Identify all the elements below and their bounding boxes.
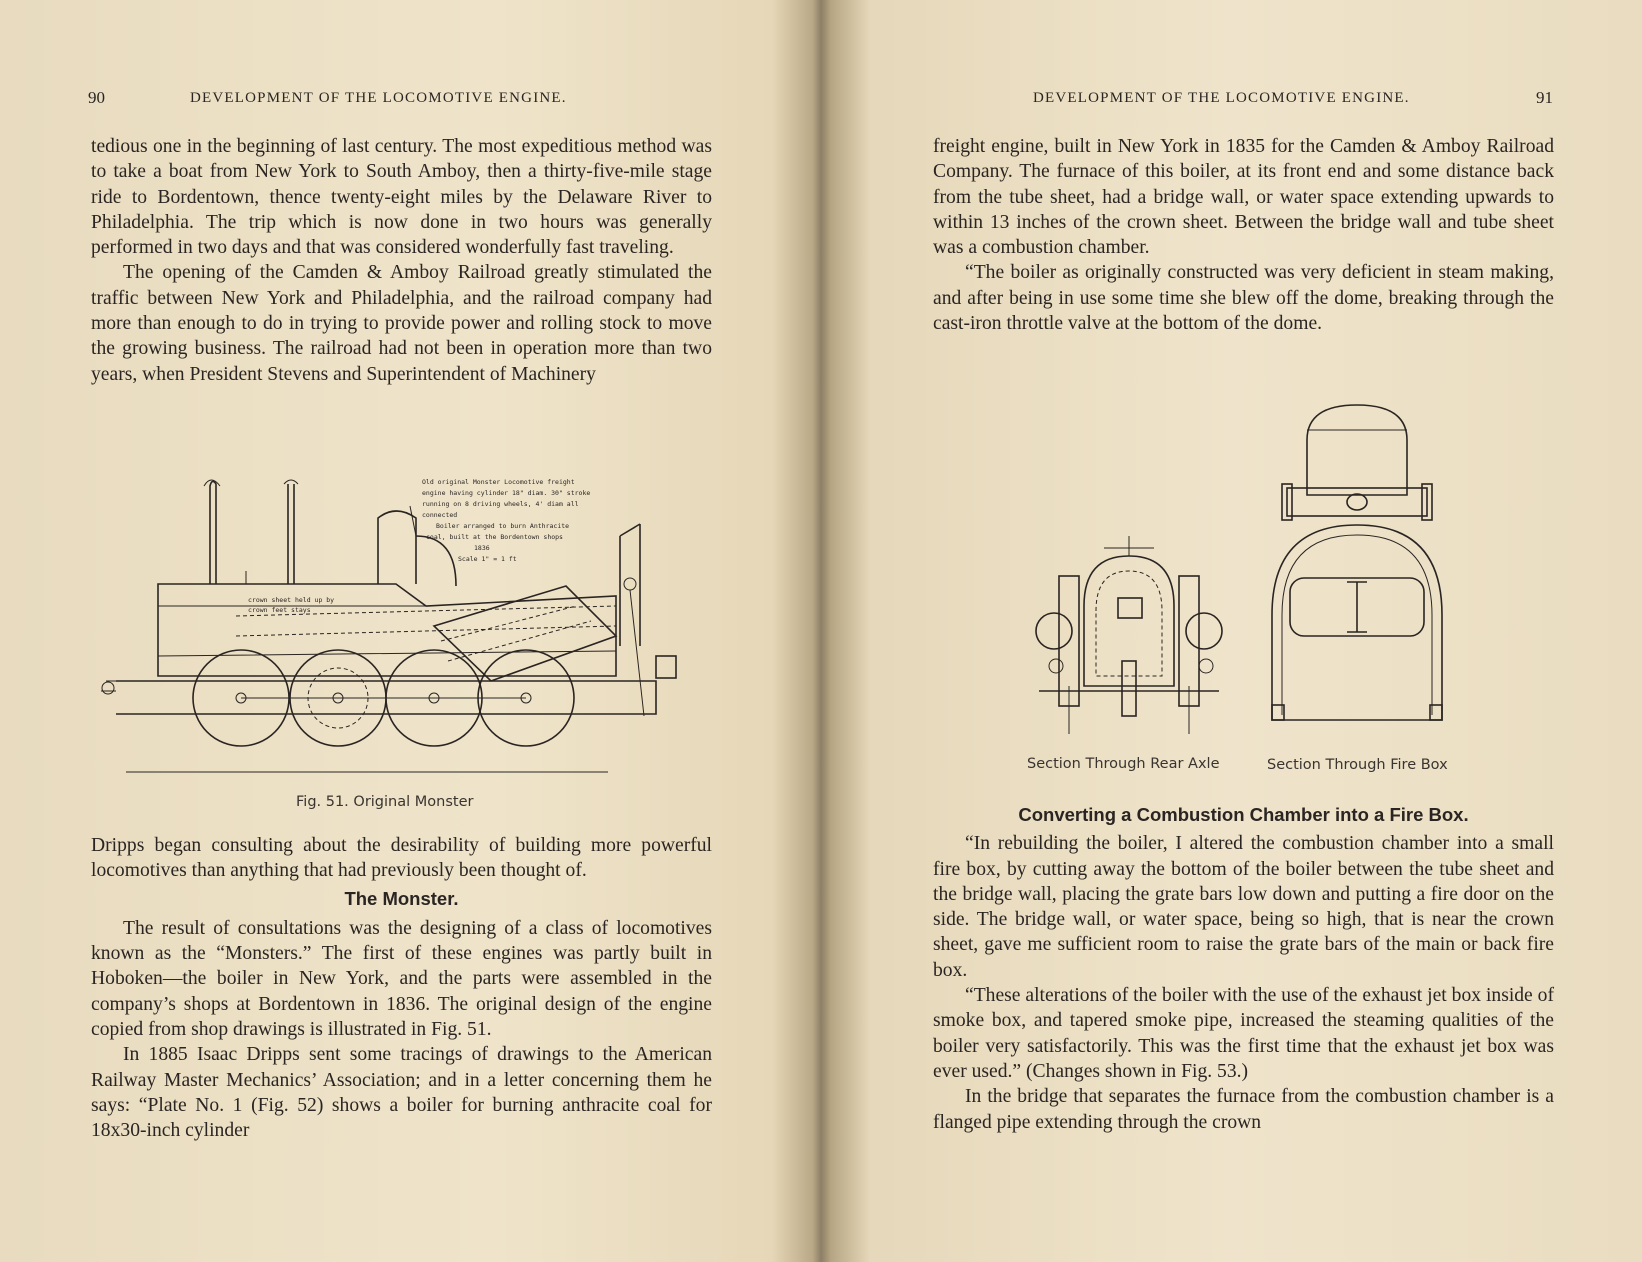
body-text-bottom [933, 802, 1554, 1135]
running-head: DEVELOPMENT OF THE LOCOMOTIVE ENGINE. [190, 90, 567, 106]
right-page [822, 0, 1642, 1262]
body-text-top [91, 134, 712, 387]
figure-boiler-note [248, 596, 334, 614]
paragraph: “In rebuilding the boiler, I altered the combustion chamber into a small fire box, by cutting away the bottom of the boiler between the tube sheet and the bridge wall, placing the grate bars low down and putting a fire door on the side. The bridge wall, or water space, being so high, that is near the crown sheet, gave me sufficient room to raise the grate bars of the main or back fire box. [933, 833, 1554, 981]
svg-text:crown sheet held up by: crown sheet held up by [248, 596, 335, 604]
svg-text:crown feet stays: crown feet stays [248, 606, 311, 614]
paragraph: The opening of the Camden & Amboy Railroad greatly stimulated the traffic between New York and Philadelphia, and the railroad company had more than enough to do in trying to provide power and rolling stock to move the growing business. The railroad had not been in operation more than two years, when President Stevens and Superintendent of Machinery [91, 262, 712, 385]
running-head: DEVELOPMENT OF THE LOCOMOTIVE ENGINE. [1033, 90, 1410, 106]
svg-text:engine having cylinder 18" dia: engine having cylinder 18" diam. 30" stroke [422, 489, 591, 497]
figure-51-monster-drawing [96, 476, 708, 778]
body-text-top [933, 134, 1554, 336]
svg-text:coal, built at the Bordentown: coal, built at the Bordentown shops [426, 533, 563, 541]
section-heading: Converting a Combustion Chamber into a Fire Box. [1018, 804, 1469, 825]
svg-text:Scale 1" = 1 ft: Scale 1" = 1 ft [458, 555, 517, 563]
paragraph: “The boiler as originally constructed was very deficient in steam making, and after being in use some time she blew off the dome, breaking through the cast-iron throttle valve at the bottom of the dome. [933, 262, 1554, 335]
paragraph: The result of consultations was the designing of a class of locomotives known as the “Monsters.” The first of these engines was partly built in Hoboken—the boiler in New York, and the parts were assembled in the company’s shops at Bordentown in 1836. The original design of the engine copied from shop drawings is illustrated in Fig. 51. [91, 917, 712, 1041]
svg-text:Old original Monster Locomotiv: Old original Monster Locomotive freight [422, 478, 575, 486]
page-number: 91 [1536, 88, 1553, 107]
paragraph: freight engine, built in New York in 1835 for the Camden & Amboy Railroad Company. The furnace of this boiler, at its front end and some distance back from the tube sheet, had a bridge wall, or water space extending upwards to within 13 inches of the crown sheet. Between the bridge wall and tube sheet was a combustion chamber. [933, 136, 1554, 259]
svg-text:1836: 1836 [474, 544, 490, 552]
svg-text:Boiler arranged to burn Anthra: Boiler arranged to burn Anthracite [436, 522, 570, 530]
figure-caption: Fig. 51. Original Monster [296, 794, 474, 810]
fire-box-section-drawing [1262, 400, 1452, 745]
paragraph: Dripps began consulting about the desirability of building more powerful locomotives than anything that had previously been thought of. [91, 835, 712, 882]
caption-fire-box: Section Through Fire Box [1267, 757, 1448, 773]
rear-axle-section-drawing [1034, 536, 1224, 746]
paragraph: tedious one in the beginning of last century. The most expeditious method was to take a boat from New York to South Amboy, then a thirty-five-mile stage ride to Bordentown, thence twenty-eight miles by the Delaware River to Philadelphia. The trip which is now done in two hours was generally performed in two days and that was considered wonderfully fast traveling. [91, 136, 712, 259]
paragraph: In 1885 Isaac Dripps sent some tracings of drawings to the American Railway Master Mechanics’ Association; and in a letter concerning them he says: “Plate No. 1 (Fig. 52) shows a boiler for burning anthracite coal for 18x30-inch cylinder [91, 1044, 712, 1142]
svg-text:connected: connected [422, 511, 458, 519]
page-number: 90 [88, 88, 105, 107]
section-heading: The Monster. [344, 887, 459, 909]
caption-rear-axle: Section Through Rear Axle [1027, 756, 1220, 772]
left-page [0, 0, 820, 1262]
body-text-bottom [91, 833, 712, 1144]
paragraph: “These alterations of the boiler with the use of the exhaust jet box inside of smoke box, and tapered smoke pipe, increased the steaming qualities of the boiler very satisfactorily. This was the first time that the exhaust jet box was ever used.” (Changes shown in Fig. 53.) [933, 985, 1554, 1082]
svg-text:running on 8 driving wheels, 4: running on 8 driving wheels, 4' diam all [422, 500, 579, 508]
paragraph: In the bridge that separates the furnace from the combustion chamber is a flanged pipe extending through the crown [933, 1086, 1554, 1133]
